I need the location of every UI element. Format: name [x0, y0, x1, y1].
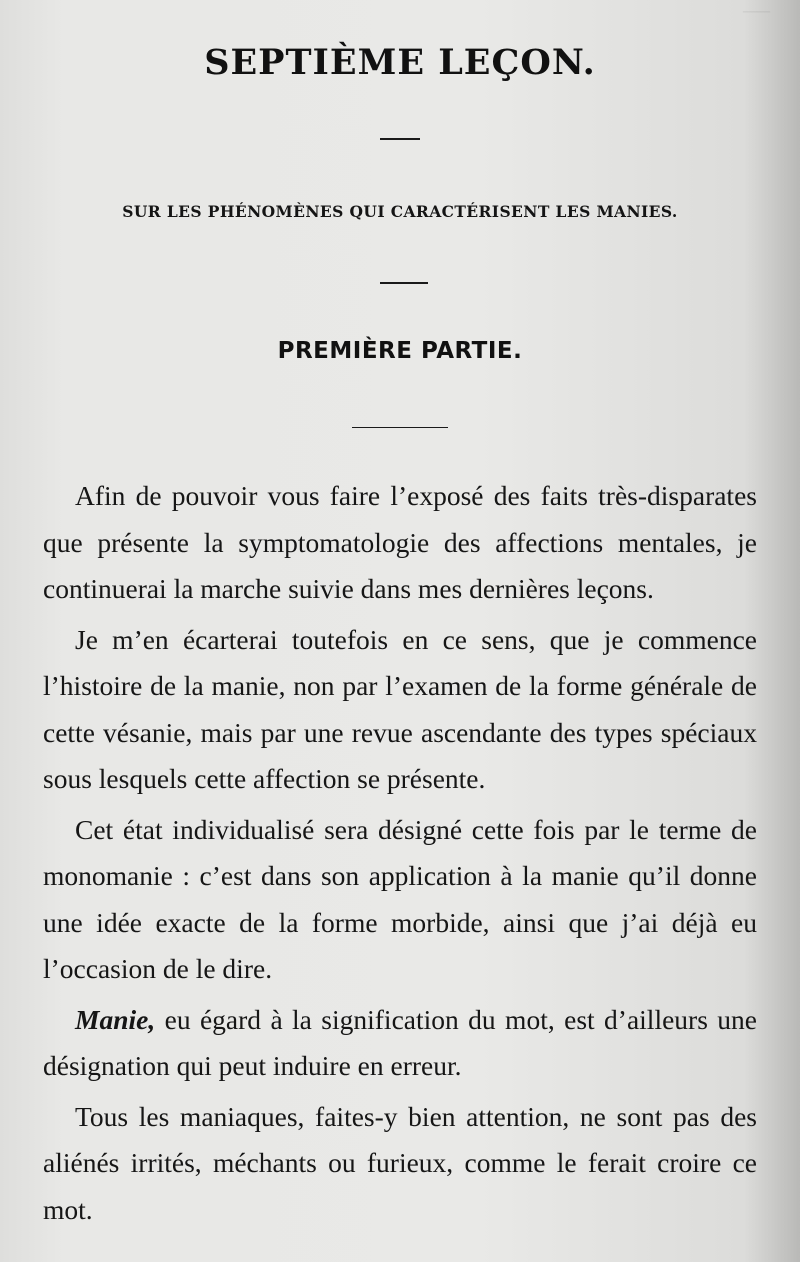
- lesson-title: SEPTIÈME LEÇON.: [204, 42, 596, 83]
- paragraph-2: Je m’en écarterai toutefois en ce sens, que je commence l’histoire de la manie, non par l’examen de la forme générale de cette vésanie, mais par une revue ascendante des types spéciaux sous lesquels cette affection se présente.: [43, 623, 757, 794]
- bleed-through-text: —: [743, 0, 770, 24]
- part-title: PREMIÈRE PARTIE.: [277, 338, 523, 364]
- paragraph-4: [43, 997, 757, 1090]
- paragraph-4-text: eu égard à la signification du mot, est d’ailleurs une désignation qui peut induire en erreur.: [43, 1003, 758, 1081]
- paragraph-1: Afin de pouvoir vous faire l’exposé des faits très-disparates que présente la symptomatologie des affections mentales, je continuerai la marche suivie dans mes dernières leçons.: [43, 480, 757, 604]
- paragraph-3: Cet état individualisé sera désigné cette fois par le terme de monomanie : c’est dans son application à la manie qu’il donne une idée exacte de la forme morbide, ainsi que j’ai déjà eu l’occasion de le dire.: [43, 813, 757, 984]
- body-text: [43, 473, 757, 1237]
- emphasized-term: Manie,: [75, 1003, 156, 1035]
- separator-rule: [352, 427, 448, 428]
- separator-rule: [380, 282, 428, 284]
- paragraph-5: Tous les maniaques, faites-y bien attention, ne sont pas des aliénés irrités, méchants ou furieux, comme le ferait croire ce mot.: [43, 1100, 757, 1225]
- lesson-subtitle: SUR LES PHÉNOMÈNES QUI CARACTÉRISENT LES MANIES.: [122, 202, 678, 221]
- separator-rule: [380, 138, 420, 140]
